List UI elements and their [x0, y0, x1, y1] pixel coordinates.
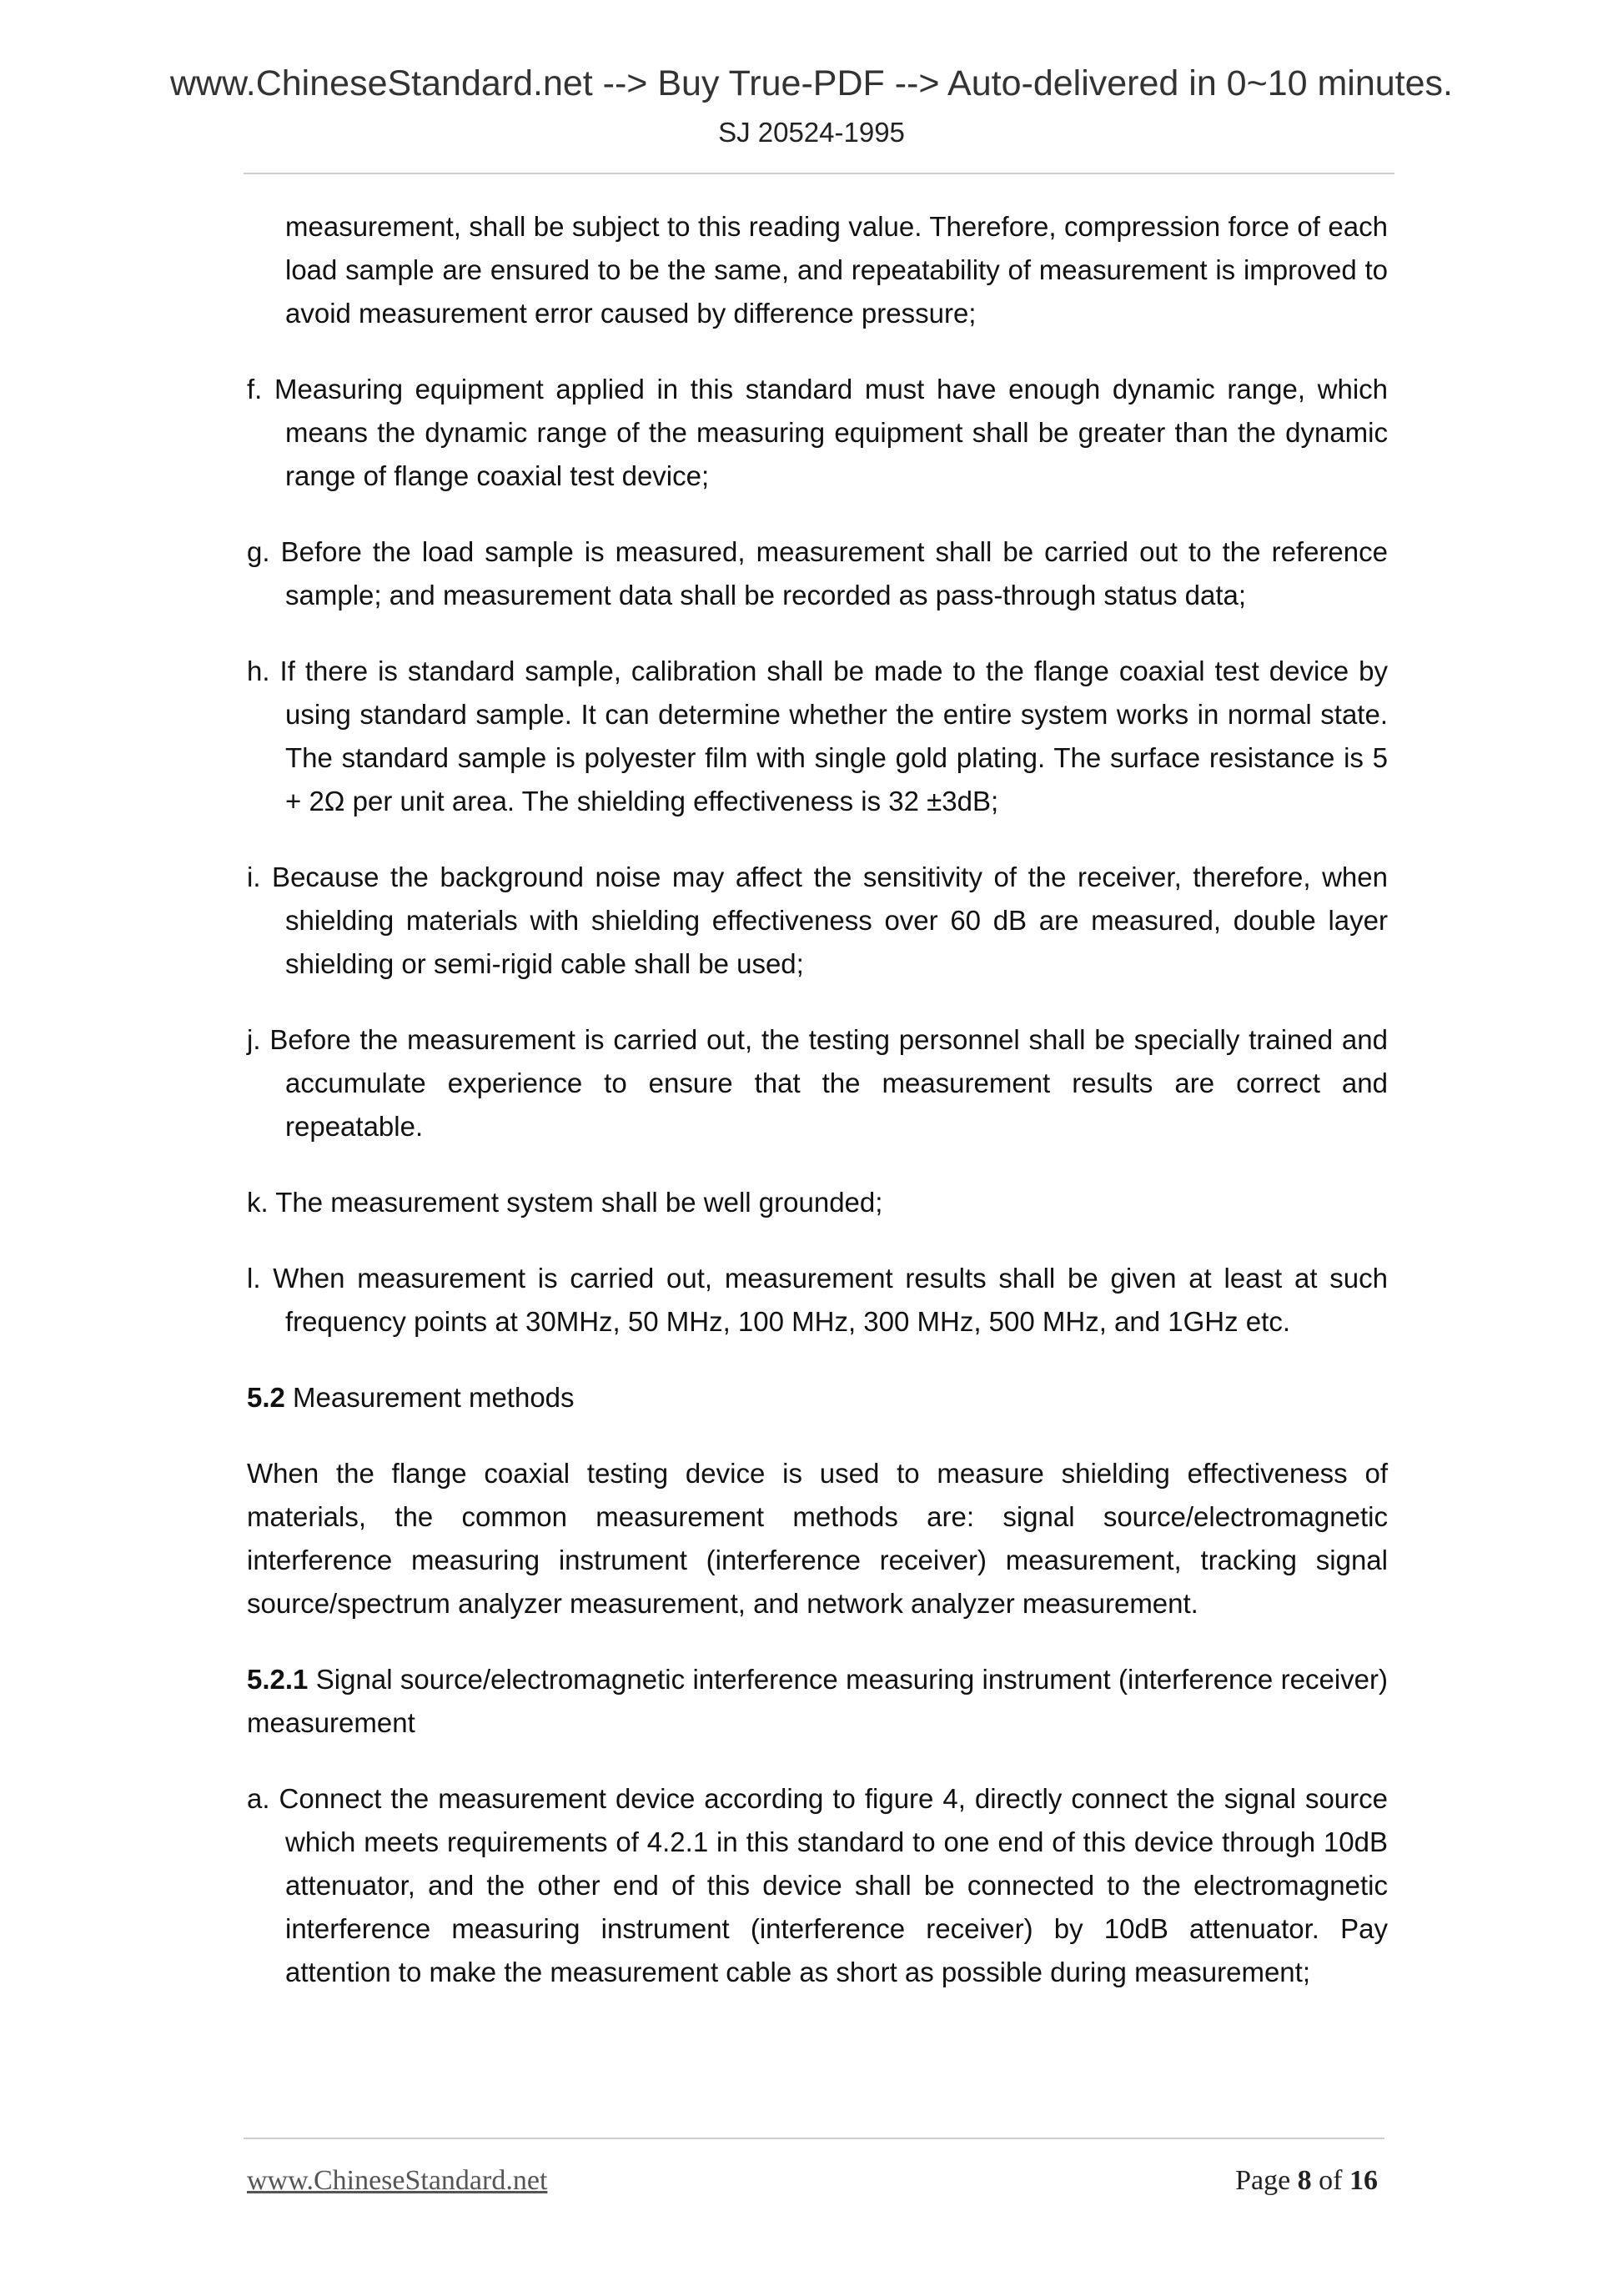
list-item-i: i. Because the background noise may affect the sensitivity of the receiver, therefore, when shielding materials with shielding effectiveness over 60 dB are measured, double layer shielding or semi-rigid cable shall be used;	[247, 862, 1388, 979]
paragraph-5-2: When the flange coaxial testing device is used to measure shielding effectiveness of materials, the common measurement methods are: signal source/electromagnetic interference measuring instrument (interference receiver) measurement, tracking signal source/spectrum analyzer measurement, and network analyzer measurement.	[247, 1458, 1388, 1619]
list-item-k: k. The measurement system shall be well grounded;	[247, 1187, 883, 1218]
page-body	[247, 205, 1388, 2027]
list-item-a: a. Connect the measurement device according to figure 4, directly connect the signal source which meets requirements of 4.2.1 in this standard to one end of this device through 10dB attenuator, and the other end of this device shall be connected to the electromagnetic interference measuring instrument (interference receiver) by 10dB attenuator. Pay attention to make the measurement cable as short as possible during measurement;	[247, 1783, 1388, 1987]
document-code: SJ 20524-1995	[718, 117, 905, 148]
footer-site-link[interactable]: www.ChineseStandard.net	[247, 2165, 548, 2196]
list-item-h: h. If there is standard sample, calibration shall be made to the flange coaxial test device by using standard sample. It can determine whether the entire system works in normal state. The standard sample is polyester film with single gold plating. The surface resistance is 5 + 2Ω per unit area. The shielding effectiveness is 32 ±3dB;	[247, 656, 1388, 816]
item-e-continuation: measurement, shall be subject to this reading value. Therefore, compression force of each load sample are ensured to be the same, and repeatability of measurement is improved to avoid measurement error caused by difference pressure;	[285, 211, 1388, 329]
header-divider	[244, 173, 1394, 174]
section-number: 5.2.1	[247, 1664, 309, 1695]
list-item-j: j. Before the measurement is carried out, the testing personnel shall be specially trained and accumulate experience to ensure that the measurement results are correct and repeatable.	[247, 1024, 1388, 1142]
section-heading-5-2-1	[247, 1658, 1388, 1745]
site-banner: www.ChineseStandard.net --> Buy True-PDF --> Auto-delivered in 0~10 minutes.	[169, 63, 1453, 103]
section-title: Measurement methods	[284, 1382, 575, 1413]
page-number	[1235, 2165, 1378, 2197]
page-total: 16	[1349, 2165, 1378, 2196]
section-heading-5-2	[247, 1376, 1388, 1419]
list-item-l: l. When measurement is carried out, measurement results shall be given at least at such frequency points at 30MHz, 50 MHz, 100 MHz, 300 MHz, 500 MHz, and 1GHz etc.	[247, 1263, 1388, 1337]
section-number: 5.2	[247, 1382, 285, 1413]
list-item-g: g. Before the load sample is measured, measurement shall be carried out to the reference sample; and measurement data shall be recorded as pass-through status data;	[247, 536, 1388, 610]
page-separator: of	[1311, 2165, 1349, 2196]
list-item-f: f. Measuring equipment applied in this standard must have enough dynamic range, which means the dynamic range of the measuring equipment shall be greater than the dynamic range of flange coaxial test device;	[247, 374, 1388, 491]
section-title: Signal source/electromagnetic interference measuring instrument (interference receiver) measurement	[247, 1664, 1388, 1738]
page-current: 8	[1297, 2165, 1312, 2196]
page-prefix: Page	[1235, 2165, 1298, 2196]
footer-divider	[244, 2138, 1384, 2139]
